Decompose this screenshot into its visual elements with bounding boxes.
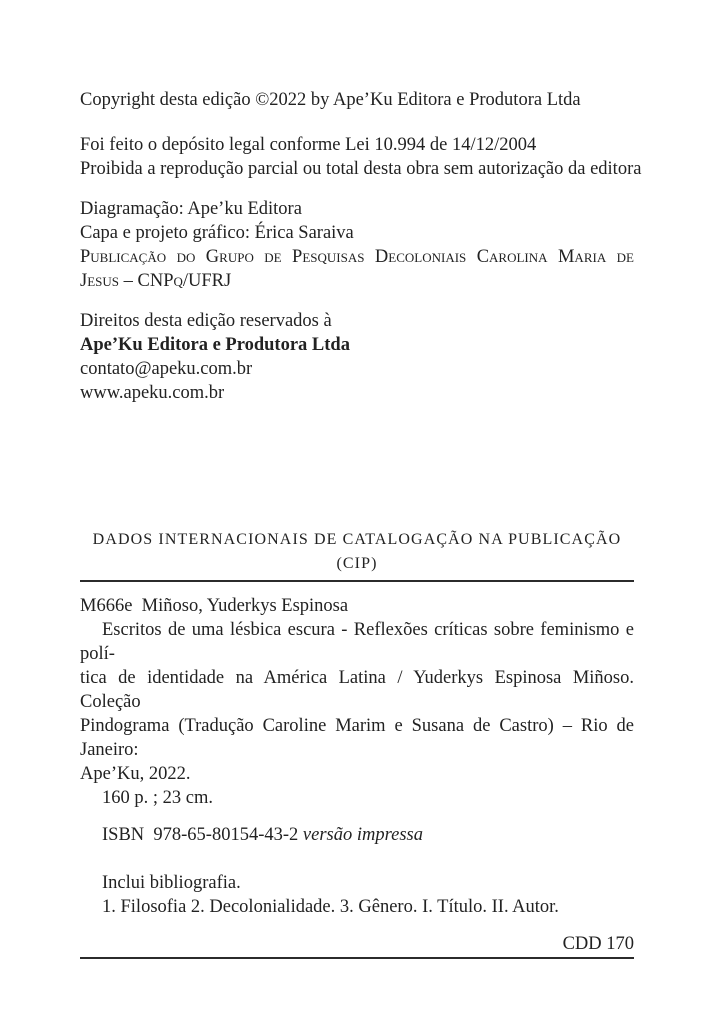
subjects-index-line: 1. Filosofia 2. Decolonialidade. 3. Gênero. I. Título. II. Autor. [102,897,559,917]
cip-catalog-entry [80,594,634,810]
cip-top-rule [80,580,634,582]
copyright-line: Copyright desta edição ©2022 by Ape’Ku Editora e Produtora Ltda [80,90,581,110]
publisher-website: www.apeku.com.br [80,383,225,403]
cip-entry-line-2: tica de identidade na América Latina / Yuderkys Espinosa Miñoso. Coleção [80,668,634,712]
cip-entry-line-3: Pindograma (Tradução Caroline Marim e Susana de Castro) – Rio de Janeiro: [80,716,634,760]
cover-credit-line: Capa e projeto gráfico: Érica Saraiva [80,223,354,243]
isbn-number: ISBN 978-65-80154-43-2 [102,825,299,845]
rights-block [80,309,634,405]
research-group-line-1: Publicação do Grupo de Pesquisas Decoloniais Carolina Maria de [80,247,634,267]
bibliography-note-line: Inclui bibliografia. [102,873,241,893]
research-group-line-2: Jesus – CNPq/UFRJ [80,271,232,291]
publisher-email: contato@apeku.com.br [80,359,253,379]
cip-pages-line: 160 p. ; 23 cm. [102,788,213,808]
isbn-line [80,823,634,847]
reproduction-prohibition-line: Proibida a reprodução parcial ou total desta obra sem autorização da editora [80,159,642,179]
cip-entry-line-4: Ape’Ku, 2022. [80,764,191,784]
legal-deposit-block [80,133,642,181]
layout-credit-line: Diagramação: Ape’ku Editora [80,199,302,219]
cip-notes-block [80,871,634,919]
publisher-name-line: Ape’Ku Editora e Produtora Ltda [80,335,350,355]
cip-header: DADOS INTERNACIONAIS DE CATALOGAÇÃO NA PUBLICAÇÃO (CIP) [92,531,622,572]
rights-reserved-line: Direitos desta edição reservados à [80,311,332,331]
isbn-print-version-note: versão impressa [302,825,423,845]
cip-entry-code-line: M666e Miñoso, Yuderkys Espinosa [80,596,349,616]
copyright-block [80,88,634,112]
cip-entry-line-1: Escritos de uma lésbica escura - Reflexões críticas sobre feminismo e polí- [80,620,634,664]
credits-block [80,197,634,293]
cip-bottom-rule [80,957,634,959]
legal-deposit-line: Foi feito o depósito legal conforme Lei 10.994 de 14/12/2004 [80,135,537,155]
cdd-classification: CDD 170 [562,934,634,954]
